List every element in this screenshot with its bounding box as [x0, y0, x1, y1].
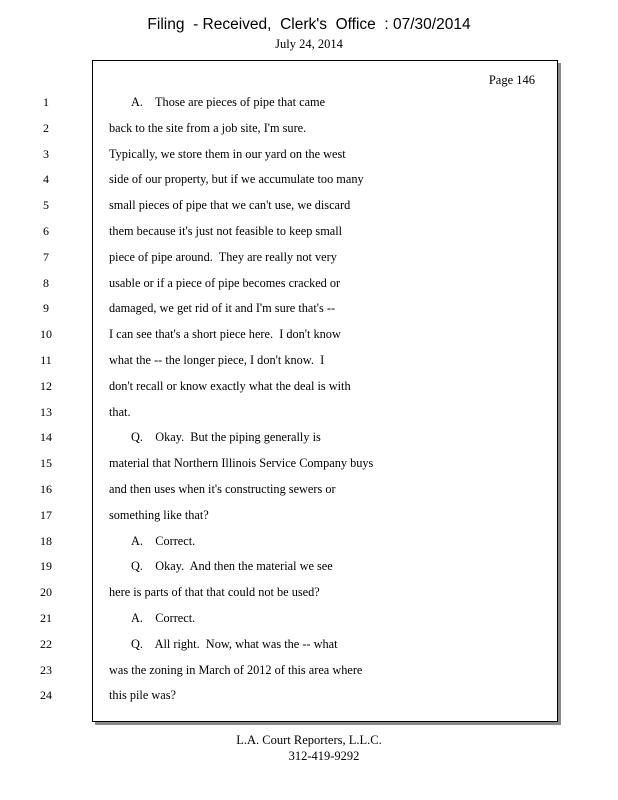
- line-text: this pile was?: [109, 688, 176, 703]
- transcript-line: [43, 301, 557, 321]
- transcript-line: [40, 559, 557, 579]
- page-number: Page 146: [488, 73, 535, 87]
- transcript-line: [40, 611, 557, 631]
- line-number: 2: [43, 120, 49, 135]
- transcript-line: [40, 636, 557, 657]
- line-text: Typically, we store them in our yard on the west: [109, 146, 346, 161]
- filing-stamp: Filing - Received, Clerk's Office : 07/30/2014: [147, 16, 471, 33]
- line-text: and then uses when it's constructing sewers or: [109, 482, 336, 496]
- line-number: 12: [40, 378, 52, 393]
- transcript-line: [43, 224, 557, 244]
- line-text: what the -- the longer piece, I don't know. I: [109, 353, 325, 367]
- line-number: 15: [40, 456, 52, 471]
- transcript-line: [40, 688, 557, 708]
- line-number: 20: [40, 585, 52, 600]
- line-number: 17: [40, 507, 52, 522]
- transcript-line: [40, 662, 557, 683]
- line-text: I can see that's a short piece here. I don't know: [109, 327, 341, 342]
- transcript-page: [40, 60, 558, 722]
- transcript-line: [43, 120, 557, 141]
- transcript-line: [43, 275, 557, 296]
- line-text: them because it's just not feasible to keep small: [109, 224, 343, 238]
- line-number: 18: [40, 533, 52, 548]
- deposition-date: July 24, 2014: [275, 37, 343, 51]
- transcript-line: [40, 327, 557, 347]
- transcript-line: [40, 378, 557, 399]
- transcript-line: [40, 404, 557, 425]
- line-text: Q. Okay. But the piping generally is: [131, 430, 321, 445]
- transcript-line: [40, 507, 557, 528]
- line-number: 1: [43, 95, 49, 109]
- line-text: A. Correct.: [131, 533, 196, 548]
- line-text: material that Northern Illinois Service Company buys: [109, 456, 374, 471]
- transcript-line: [43, 249, 557, 270]
- line-number: 13: [40, 404, 52, 419]
- line-text: back to the site from a job site, I'm sure.: [109, 120, 307, 135]
- line-text: damaged, we get rid of it and I'm sure that's --: [109, 301, 336, 316]
- line-text: A. Those are pieces of pipe that came: [131, 95, 326, 109]
- line-number: 22: [40, 636, 52, 651]
- transcript-line: [40, 585, 557, 605]
- transcript-line: [40, 456, 557, 476]
- transcript-line: [43, 198, 557, 218]
- line-number: 7: [43, 249, 49, 264]
- line-text: here is parts of that that could not be used?: [109, 585, 320, 600]
- transcript-line: [40, 430, 557, 450]
- line-text: was the zoning in March of 2012 of this area where: [109, 662, 363, 677]
- line-number: 6: [43, 224, 49, 238]
- line-number: 8: [43, 275, 49, 290]
- transcript-line: [40, 353, 557, 373]
- line-text: usable or if a piece of pipe becomes cracked or: [109, 275, 341, 290]
- line-text: that.: [109, 404, 131, 419]
- line-number: 11: [40, 353, 52, 367]
- line-text: Q. Okay. And then the material we see: [131, 559, 333, 574]
- line-number: 4: [43, 172, 49, 187]
- line-number: 5: [43, 198, 49, 213]
- line-number: 14: [40, 430, 52, 445]
- line-number: 10: [40, 327, 52, 342]
- line-number: 19: [40, 559, 52, 574]
- line-number: 9: [43, 301, 49, 316]
- line-text: A. Correct.: [131, 611, 196, 625]
- line-number: 3: [43, 146, 49, 161]
- footer-company: L.A. Court Reporters, L.L.C.: [236, 733, 382, 747]
- line-number: 23: [40, 662, 52, 677]
- transcript-line: [43, 95, 557, 115]
- transcript-line: [40, 533, 557, 554]
- line-text: Q. All right. Now, what was the -- what: [131, 636, 338, 651]
- line-number: 21: [40, 611, 52, 625]
- transcript-line: [43, 146, 557, 167]
- footer-phone: 312-419-9292: [288, 749, 360, 763]
- line-text: piece of pipe around. They are really not very: [109, 249, 337, 264]
- line-text: something like that?: [109, 507, 209, 522]
- line-text: don't recall or know exactly what the deal is with: [109, 378, 351, 393]
- line-text: side of our property, but if we accumulate too many: [109, 172, 364, 187]
- transcript-line: [43, 172, 557, 192]
- line-number: 24: [40, 688, 52, 703]
- line-number: 16: [40, 482, 52, 496]
- line-text: small pieces of pipe that we can't use, we discard: [109, 198, 351, 213]
- transcript-line: [40, 482, 557, 502]
